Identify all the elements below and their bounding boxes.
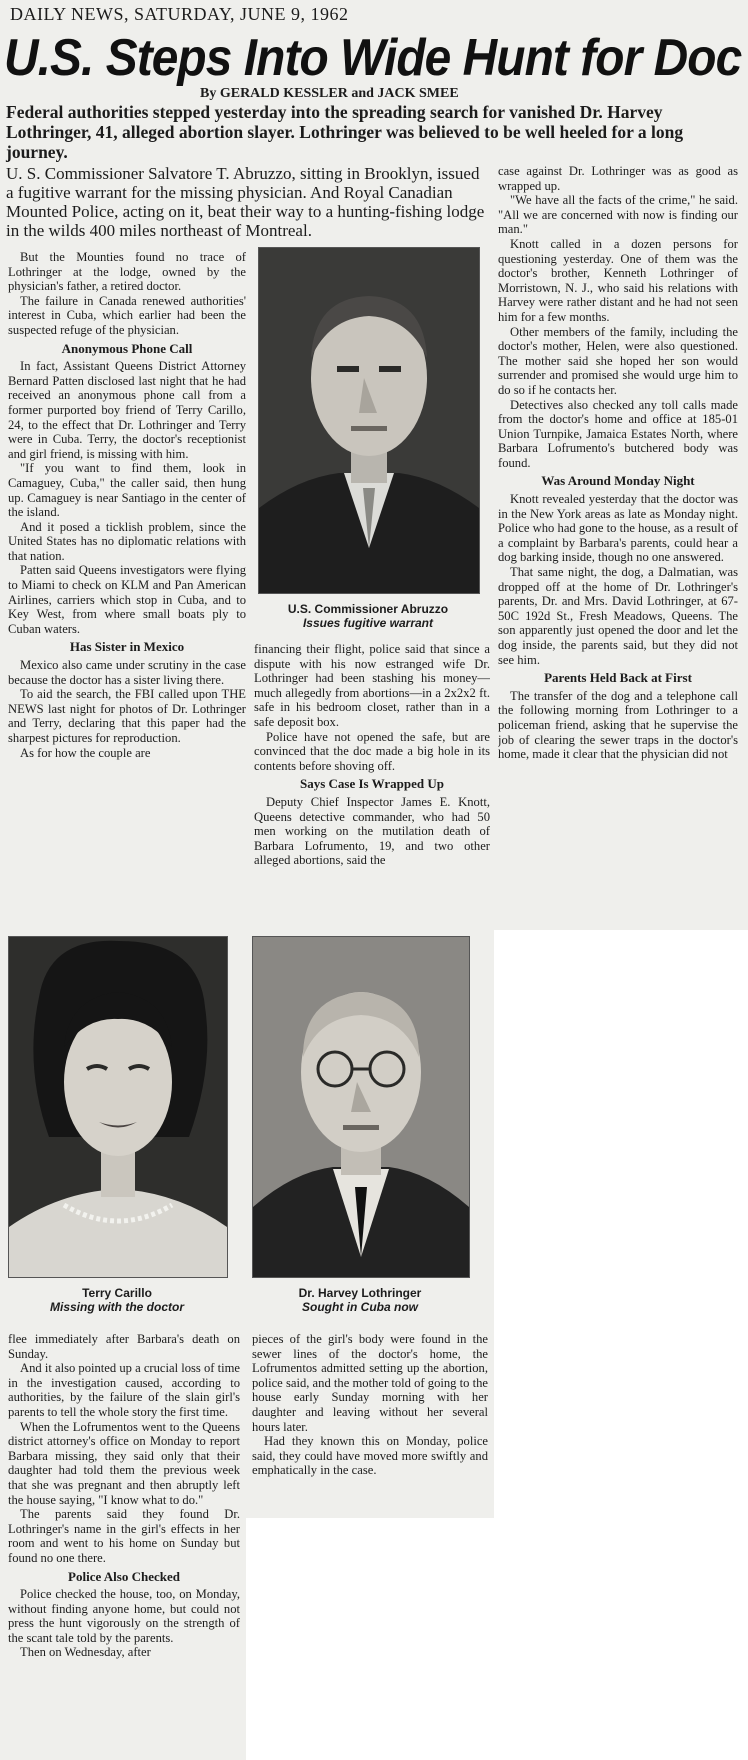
- col5-paragraph: pieces of the girl's body were found in the sewer lines of the doctor's home, the Lofrumentos admitted setting up the abortion, police said, and the mother told of going to the house early Sunday morning with her daughter and leaving without her several hours later.: [252, 1332, 488, 1434]
- column-2: [254, 642, 490, 926]
- caption-name: Terry Carillo: [82, 1286, 152, 1300]
- caption-desc: Sought in Cuba now: [302, 1300, 418, 1314]
- caption-abruzzo: [258, 602, 478, 630]
- subhead-police-checked: Police Also Checked: [68, 1568, 180, 1584]
- col2-paragraph: Police have not opened the safe, but are convinced that the doc made a big hole in its contents before shoving off.: [254, 729, 490, 773]
- col3-paragraph: That same night, the dog, a Dalmatian, was dropped off at the home of Dr. Lothringer's parents, Dr. and Mrs. David Lothringer, at 67-50C 192d St., Fresh Meadows, Queens. The son apparently just opened the door and let the dog inside, the parents said, but they did not see him.: [498, 565, 738, 667]
- portrait-lothringer-image: [253, 937, 469, 1277]
- col4-paragraph: Then on Wednesday, after: [20, 1645, 151, 1660]
- lede-paragraph: Federal authorities stepped yesterday into the spreading search for vanished Dr. Harvey Lothringer, 41, alleged abortion slayer. Lothringer was believed to be well heeled for a long journey.: [6, 102, 684, 162]
- portrait-abruzzo-image: [259, 248, 479, 593]
- caption-name: U.S. Commissioner Abruzzo: [287, 602, 449, 616]
- photo-harvey-lothringer: [252, 936, 470, 1278]
- masthead: DAILY NEWS, SATURDAY, JUNE 9, 1962: [6, 4, 394, 25]
- col4-paragraph: When the Lofrumentos went to the Queens district attorney's office on Monday to report Barbara missing, they said only that their daughter had told them the previous week that she was pregnant and then abruptly left the house saying, "I know what to do.": [8, 1419, 240, 1507]
- byline: By GERALD KESSLER and JACK SMEE: [200, 86, 459, 101]
- col1-paragraph: Patten said Queens investigators were flying to Miami to check on KLM and Pan American Airlines, carriers which stop in Cuba, and to Key West, from where small boats ply to Cuban waters.: [8, 563, 246, 636]
- second-paragraph: U. S. Commissioner Salvatore T. Abruzzo, sitting in Brooklyn, issued a fugitive warrant for the missing physician. And Royal Canadian Mounted Police, acting on it, beat their way to a hunting-fishing lodge in the wilds 400 miles northeast of Montreal.: [6, 164, 485, 240]
- subhead-case-wrapped: Says Case Is Wrapped Up: [299, 776, 444, 792]
- col1-paragraph: Mexico also came under scrutiny in the case because the doctor has a sister living there.: [8, 658, 246, 687]
- col3-paragraph: The transfer of the dog and a telephone call the following morning from Lothringer to a policeman friend, asking that he supervise the job of clearing the sewer traps in the doctor's home, made it clear that the physician did not: [498, 688, 738, 762]
- caption-desc: Missing with the doctor: [50, 1300, 184, 1314]
- col3-paragraph: Knott called in a dozen persons for questioning yesterday. One of them was the doctor's brother, Kenneth Lothringer of Morristown, N. J., who said his relations with Harvey were rather distant and he had not seen him for a few months.: [498, 236, 738, 324]
- col3-paragraph: Other members of the family, including the doctor's mother, Helen, were also questioned. The mother said she hoped her son would surrender and promised she would urge him to do so if he contacts her.: [498, 324, 738, 397]
- caption-name: Dr. Harvey Lothringer: [298, 1286, 422, 1300]
- col2-paragraph: Deputy Chief Inspector James E. Knott, Queens detective commander, who had 50 men working on the mutilation death of Barbara Lofrumento, 19, and two other alleged abortions, said the: [254, 794, 490, 868]
- col1-paragraph: The failure in Canada renewed authorities' interest in Cuba, which earlier had been the suspected refuge of the physician.: [8, 293, 246, 337]
- caption-carillo: [8, 1286, 226, 1314]
- subhead-sister-mexico: Has Sister in Mexico: [69, 639, 185, 655]
- col3-paragraph: Knott revealed yesterday that the doctor was in the New York areas as late as Monday night. Police who had gone to the house, as a result of a complaint by Barbara's parents, could hear a dog barking inside, though no one answered.: [498, 492, 738, 565]
- photo-abruzzo: [258, 247, 480, 594]
- column-4: [8, 1332, 240, 1756]
- col1-paragraph: And it posed a ticklish problem, since the United States has no diplomatic relations with that nation.: [8, 519, 246, 563]
- caption-desc: Issues fugitive warrant: [302, 616, 434, 630]
- caption-lothringer: [252, 1286, 468, 1314]
- column-1: [8, 250, 246, 926]
- portrait-carillo-image: [9, 937, 227, 1277]
- col3-paragraph: "We have all the facts of the crime," he said. "All we are concerned with now is finding our man.": [498, 193, 738, 237]
- column-5: [252, 1332, 488, 1514]
- col1-paragraph: "If you want to find them, look in Camaguey, Cuba," the caller said, then hung up. Camaguey is near Santiago in the center of the island.: [8, 461, 246, 520]
- col4-paragraph: And it also pointed up a crucial loss of time in the investigation caused, according to authorities, by the failure of the slain girl's parents to tell the whole story the first time.: [8, 1361, 240, 1419]
- subhead-monday-night: Was Around Monday Night: [541, 473, 695, 489]
- subhead-anonymous-call: Anonymous Phone Call: [61, 340, 193, 356]
- col1-paragraph: To aid the search, the FBI called upon THE NEWS last night for photos of Dr. Lothringer and Terry, declaring that this paper had the sharpest pictures for reproduction.: [8, 687, 246, 745]
- col4-paragraph: The parents said they found Dr. Lothringer's name in the girl's effects in her room and went to his home on Sunday but found no one there.: [8, 1507, 240, 1565]
- photo-terry-carillo: [8, 936, 228, 1278]
- col1-paragraph: But the Mounties found no trace of Lothringer at the lodge, owned by the physician's father, a retired doctor.: [8, 250, 246, 294]
- col1-paragraph: In fact, Assistant Queens District Attorney Bernard Patten disclosed last night that he had received an anonymous phone call from a former purported boy friend of Terry Carillo, 24, to the effect that Dr. Lothringer and Terry were in Cuba. Terry, the doctor's receptionist and girl friend, is missing with him.: [8, 359, 246, 461]
- col4-paragraph: Police checked the house, too, on Monday, without finding anyone home, but could not press the hunt vigorously on the strength of the scant tale told by the parents.: [8, 1587, 240, 1645]
- headline: U.S. Steps Into Wide Hunt for Doc: [4, 29, 742, 87]
- col3-paragraph: case against Dr. Lothringer was as good as wrapped up.: [498, 164, 738, 193]
- col5-paragraph: Had they known this on Monday, police said, they could have moved more swiftly and emphatically in the case.: [252, 1434, 488, 1478]
- column-3: [498, 164, 738, 926]
- col4-paragraph: flee immediately after Barbara's death on Sunday.: [8, 1332, 240, 1361]
- col2-paragraph: financing their flight, police said that since a dispute with his now estranged wife Dr. Lothringer had been stashing his money—much allegedly from abortions—in a 2x2x2 ft. safe in his bedroom closet, rather than in a safe deposit box.: [254, 642, 490, 729]
- col1-paragraph: As for how the couple are: [20, 745, 151, 760]
- col3-paragraph: Detectives also checked any toll calls made from the doctor's home and office at 185-01 Union Turnpike, Jamaica Estates North, where Barbara Lofrumento's butchered body was found.: [498, 397, 738, 470]
- subhead-parents-held-back: Parents Held Back at First: [544, 670, 692, 686]
